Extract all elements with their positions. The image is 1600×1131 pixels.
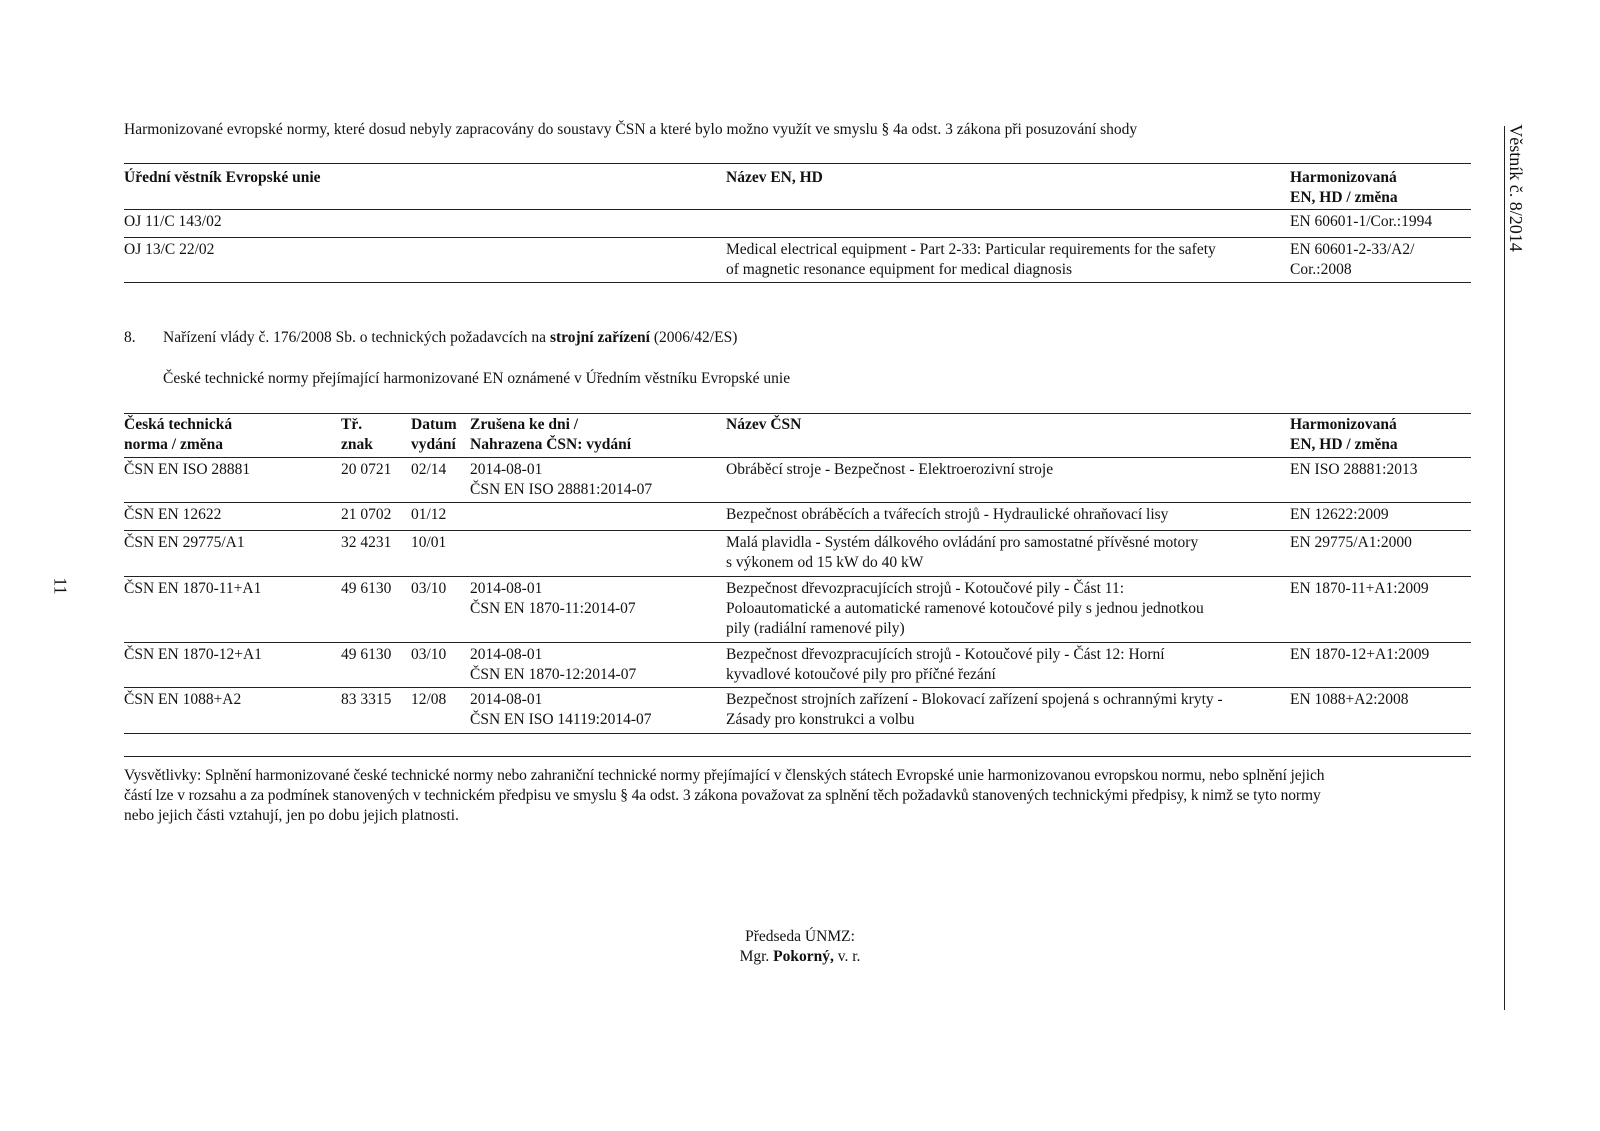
harm-cell: EN 12622:2009	[1290, 506, 1389, 523]
harmonized-cell: EN 60601-1/Cor.:1994	[1290, 213, 1433, 230]
signature-name: Mgr. Pokorný, v. r.	[739, 948, 861, 965]
footnote-rule	[124, 756, 1471, 757]
table-rule	[124, 237, 1471, 238]
col-header-zrusena: Zrušena ke dni /	[470, 416, 579, 433]
section-subtitle: České technické normy přejímající harmonizované EN oznámené v Úředním věstníku Evropské unie	[163, 370, 791, 387]
nazev-cell: pily (radiální ramenové pily)	[726, 620, 905, 637]
harm-cell: EN 1870-11+A1:2009	[1290, 580, 1429, 597]
nazev-cell: Bezpečnost obráběcích a tvářecích strojů - Hydraulické ohraňovací lisy	[726, 506, 1169, 523]
datum-cell: 02/14	[411, 461, 447, 478]
col-header-nazev: Název ČSN	[726, 416, 802, 433]
col-header-csn: norma / změna	[124, 436, 224, 453]
table-header-title: Název EN, HD	[726, 169, 823, 186]
table-rule	[124, 457, 1471, 458]
zrusena-cell: ČSN EN 1870-11:2014-07	[470, 600, 636, 617]
section-title: Nařízení vlády č. 176/2008 Sb. o technických požadavcích na strojní zařízení (2006/42/ES)	[163, 329, 738, 346]
znak-cell: 20 0721	[341, 461, 392, 478]
side-rule	[1504, 126, 1505, 1010]
nazev-cell: Zásady pro konstrukci a volbu	[726, 711, 915, 728]
datum-cell: 01/12	[411, 506, 447, 523]
table-header-oj: Úřední věstník Evropské unie	[124, 169, 321, 186]
table-rule	[124, 413, 1471, 414]
csn-cell: ČSN EN ISO 28881	[124, 461, 251, 478]
nazev-cell: Malá plavidla - Systém dálkového ovládání pro samostatné přívěsné motory	[726, 534, 1199, 551]
nazev-cell: Bezpečnost strojních zařízení - Blokovací zařízení spojená s ochrannými kryty -	[726, 691, 1223, 708]
table-rule	[124, 576, 1471, 577]
section-intro: Harmonizované evropské normy, které dosud nebyly zapracovány do soustavy ČSN a které bylo možno využít ve smyslu § 4a odst. 3 zákona při posuzování shody	[124, 121, 1138, 138]
csn-cell: ČSN EN 1870-11+A1	[124, 580, 262, 597]
csn-cell: ČSN EN 12622	[124, 506, 222, 523]
nazev-cell: Bezpečnost dřevozpracujících strojů - Kotoučové pily - Část 12: Horní	[726, 646, 1165, 663]
zrusena-cell: 2014-08-01	[470, 461, 543, 478]
zrusena-cell: 2014-08-01	[470, 691, 543, 708]
oj-cell: OJ 13/C 22/02	[124, 241, 215, 258]
table-rule	[124, 209, 1471, 210]
nazev-cell: s výkonem od 15 kW do 40 kW	[726, 554, 924, 571]
datum-cell: 10/01	[411, 534, 447, 551]
zrusena-cell: ČSN EN 1870-12:2014-07	[470, 666, 637, 683]
oj-cell: OJ 11/C 143/02	[124, 213, 222, 230]
table-rule	[124, 642, 1471, 643]
col-header-datum: vydání	[411, 436, 456, 453]
nazev-cell: kyvadlové kotoučové pily pro příčné řezání	[726, 666, 996, 683]
znak-cell: 21 0702	[341, 506, 392, 523]
datum-cell: 03/10	[411, 580, 447, 597]
csn-cell: ČSN EN 1870-12+A1	[124, 646, 262, 663]
col-header-znak: Tř.	[341, 416, 363, 433]
harm-cell: EN 1088+A2:2008	[1290, 691, 1409, 708]
col-header-harm: EN, HD / změna	[1290, 436, 1398, 453]
journal-label: Věstník č. 8/2014	[1505, 124, 1526, 252]
col-header-znak: znak	[341, 436, 373, 453]
nazev-cell: Obráběcí stroje - Bezpečnost - Elektroerozivní stroje	[726, 461, 1054, 478]
title-cell: of magnetic resonance equipment for medical diagnosis	[726, 261, 1073, 278]
section-number: 8.	[124, 329, 136, 346]
col-header-harm: Harmonizovaná	[1290, 416, 1397, 433]
harm-cell: EN ISO 28881:2013	[1290, 461, 1418, 478]
table-rule	[124, 687, 1471, 688]
footnote-line: částí lze v rozsahu a za podmínek stanovených v technickém předpisu ve smyslu § 4a odst. 3 zákona považovat za splnění těch požadavků stanovených technickými předpisy, k nimž se tyto normy	[124, 787, 1321, 804]
csn-cell: ČSN EN 29775/A1	[124, 534, 245, 551]
harm-cell: EN 1870-12+A1:2009	[1290, 646, 1430, 663]
table-header-harmonized: Harmonizovaná	[1290, 169, 1397, 186]
table-rule	[124, 733, 1471, 734]
harm-cell: EN 29775/A1:2000	[1290, 534, 1412, 551]
csn-cell: ČSN EN 1088+A2	[124, 691, 242, 708]
zrusena-cell: 2014-08-01	[470, 580, 543, 597]
zrusena-cell: 2014-08-01	[470, 646, 543, 663]
znak-cell: 49 6130	[341, 646, 392, 663]
table-rule	[124, 163, 1471, 164]
title-cell: Medical electrical equipment - Part 2-33: Particular requirements for the safety	[726, 241, 1216, 258]
footnote-line: nebo jejich části vztahují, jen po dobu jejich platnosti.	[124, 807, 459, 824]
signature-title: Předseda ÚNMZ:	[745, 928, 855, 945]
table-rule	[124, 530, 1471, 531]
datum-cell: 03/10	[411, 646, 447, 663]
col-header-datum: Datum	[411, 416, 457, 433]
table-rule	[124, 502, 1471, 503]
col-header-zrusena: Nahrazena ČSN: vydání	[470, 436, 632, 453]
signature	[640, 927, 960, 967]
col-header-csn: Česká technická	[124, 416, 233, 433]
zrusena-cell: ČSN EN ISO 28881:2014-07	[470, 481, 653, 498]
znak-cell: 83 3315	[341, 691, 392, 708]
table-header-harmonized-2: EN, HD / změna	[1290, 189, 1398, 206]
nazev-cell: Bezpečnost dřevozpracujících strojů - Kotoučové pily - Část 11:	[726, 580, 1125, 597]
harmonized-cell: EN 60601-2-33/A2/	[1290, 241, 1415, 258]
footnote-line: Vysvětlivky: Splnění harmonizované české technické normy nebo zahraniční technické normy přejímající v členských státech Evropské unie harmonizovanou evropskou normu, nebo splnění jejich	[124, 767, 1325, 784]
table-rule	[124, 282, 1471, 283]
nazev-cell: Poloautomatické a automatické ramenové kotoučové pily s jednou jednotkou	[726, 600, 1204, 617]
znak-cell: 49 6130	[341, 580, 392, 597]
datum-cell: 12/08	[411, 691, 447, 708]
page-number: 11	[50, 577, 71, 595]
harmonized-cell: Cor.:2008	[1290, 261, 1352, 278]
zrusena-cell: ČSN EN ISO 14119:2014-07	[470, 711, 652, 728]
znak-cell: 32 4231	[341, 534, 392, 551]
